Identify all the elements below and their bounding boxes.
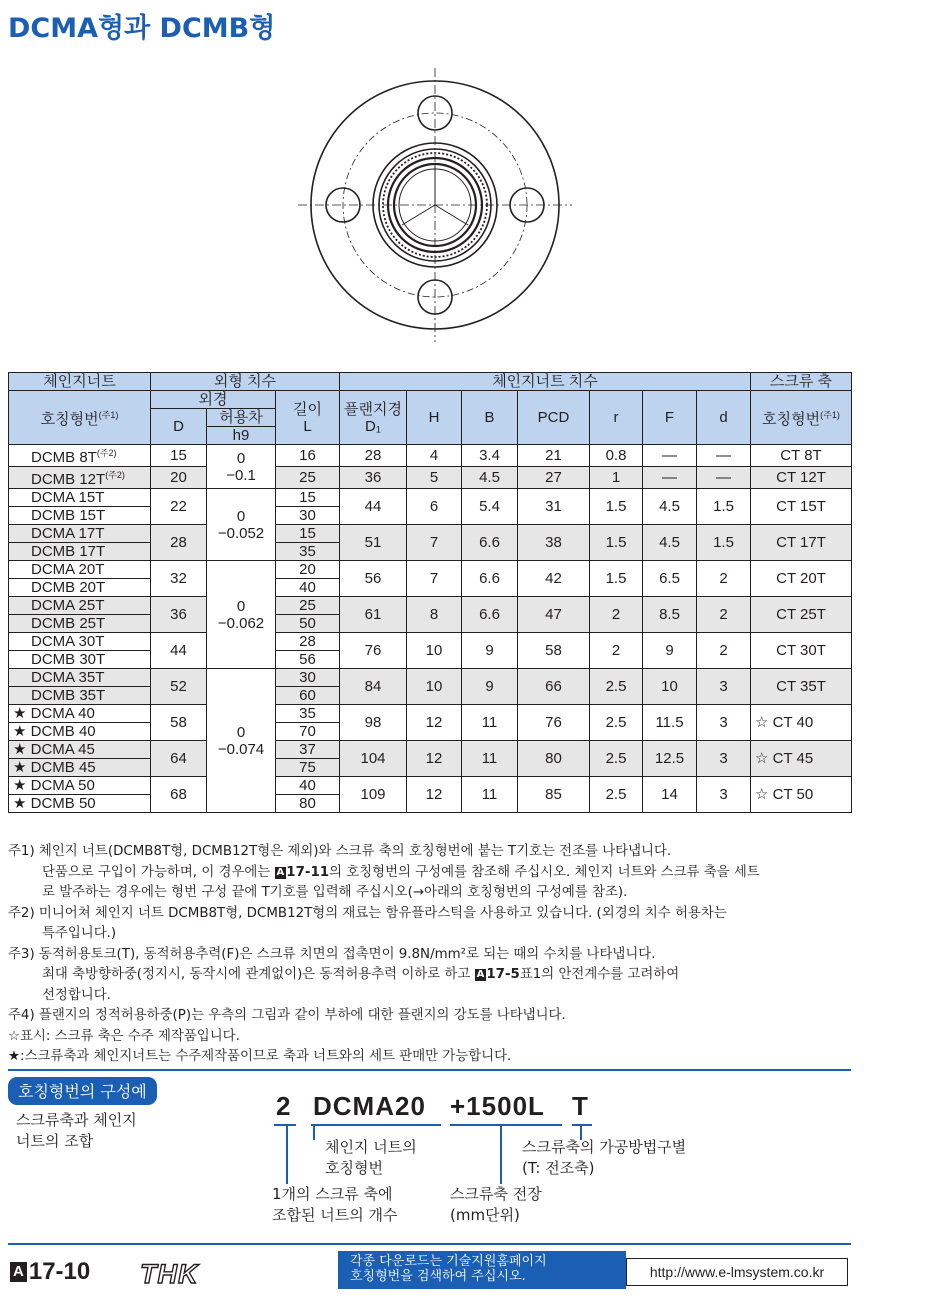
shaft-model-cell: ☆ CT 45 [751, 741, 852, 777]
table-row [9, 705, 852, 723]
f-cell: 8.5 [643, 597, 697, 633]
shaft-model-cell: CT 12T [751, 467, 852, 489]
h-cell: 12 [407, 705, 462, 741]
length-cell: 56 [276, 651, 340, 669]
model-cell: DCMB 15T [9, 507, 151, 525]
flange-dia-cell: 104 [340, 741, 407, 777]
d-cell: 2 [697, 561, 751, 597]
length-cell: 37 [276, 741, 340, 759]
arrow-right-icon [600, 1251, 626, 1289]
col-head-D: D [151, 409, 207, 445]
catalog-ref-icon: A [276, 866, 285, 878]
h-cell: 12 [407, 741, 462, 777]
r-cell: 2.5 [590, 669, 643, 705]
page-title: DCMA형과 DCMB형 [8, 13, 276, 44]
b-cell: 6.6 [462, 597, 518, 633]
shaft-model-cell: CT 20T [751, 561, 852, 597]
model-cell: ★ DCMB 40 [9, 723, 151, 741]
label-length: 스크류축 전장 (mm단위) [450, 1185, 542, 1224]
h-cell: 12 [407, 777, 462, 813]
model-cell: DCMA 25T [9, 597, 151, 615]
model-cell: DCMA 35T [9, 669, 151, 687]
shaft-model-cell: CT 35T [751, 669, 852, 705]
section-a-icon: A [10, 1262, 27, 1282]
r-cell: 2.5 [590, 741, 643, 777]
model-cell: ★ DCMB 50 [9, 795, 151, 813]
col-head-flange: 플랜지경 D₁ [340, 391, 407, 445]
model-cell: DCMA 20T [9, 561, 151, 579]
b-cell: 4.5 [462, 467, 518, 489]
r-cell: 1.5 [590, 561, 643, 597]
bracket-t [572, 1124, 592, 1126]
tolerance-cell: 0 −0.074 [207, 669, 276, 813]
r-cell: 1.5 [590, 525, 643, 561]
model-cell: ★ DCMB 45 [9, 759, 151, 777]
pcd-cell: 47 [518, 597, 590, 633]
code-model: DCMA20 [313, 1091, 426, 1121]
model-cell: DCMB 30T [9, 651, 151, 669]
shaft-model-cell: ☆ CT 50 [751, 777, 852, 813]
note-6: ★:스크류축과 체인지너트는 수주제작품이므로 축과 너트와의 세트 판매만 가능합니다. [8, 1049, 512, 1064]
model-cell: DCMA 17T [9, 525, 151, 543]
table-row [9, 445, 852, 467]
h-cell: 4 [407, 445, 462, 467]
col-head-d: d [697, 391, 751, 445]
r-cell: 2 [590, 597, 643, 633]
r-cell: 0.8 [590, 445, 643, 467]
r-cell: 2.5 [590, 705, 643, 741]
length-cell: 35 [276, 543, 340, 561]
col-head-H: H [407, 391, 462, 445]
bracket-qty [274, 1124, 296, 1126]
tolerance-cell: 0 −0.062 [207, 561, 276, 669]
outer-dia-cell: 28 [151, 525, 207, 561]
r-cell: 1.5 [590, 489, 643, 525]
shaft-model-cell: CT 8T [751, 445, 852, 467]
flange-dia-cell: 84 [340, 669, 407, 705]
table-row [9, 669, 852, 687]
outer-dia-cell: 52 [151, 669, 207, 705]
pcd-cell: 80 [518, 741, 590, 777]
flange-front-view-drawing [270, 40, 600, 370]
col-head-nut: 체인지너트 [9, 373, 151, 391]
b-cell: 6.6 [462, 525, 518, 561]
model-cell: ★ DCMA 50 [9, 777, 151, 795]
h-cell: 10 [407, 633, 462, 669]
model-cell: DCMB 17T [9, 543, 151, 561]
catalog-ref-icon: A [476, 969, 485, 980]
length-cell: 35 [276, 705, 340, 723]
col-head-tol: 허용차 [207, 409, 276, 427]
f-cell: 9 [643, 633, 697, 669]
code-qty: 2 [276, 1091, 292, 1121]
col-head-r: r [590, 391, 643, 445]
model-cell: DCMB 25T [9, 615, 151, 633]
d-cell: 2 [697, 633, 751, 669]
note-5: ☆표시: 스크류 축은 수주 제작품입니다. [8, 1028, 240, 1044]
col-head-outer: 외형 치수 [151, 373, 340, 391]
b-cell: 9 [462, 669, 518, 705]
h-cell: 8 [407, 597, 462, 633]
tolerance-cell: 0 −0.052 [207, 489, 276, 561]
h-cell: 6 [407, 489, 462, 525]
bracket-length-stem [500, 1124, 502, 1184]
model-cell: DCMA 30T [9, 633, 151, 651]
r-cell: 2.5 [590, 777, 643, 813]
notes [8, 842, 853, 1068]
note-3: 주3) 동적허용토크(T), 동적허용추력(F)은 스크류 치면의 접촉면이 9.8N/mm²로 되는 때의 수치를 나타냅니다. [8, 946, 656, 962]
table-row [9, 777, 852, 795]
config-title: 호칭형번의 구성예 [8, 1077, 157, 1105]
table-row [9, 467, 852, 489]
pcd-cell: 38 [518, 525, 590, 561]
model-cell: DCMB $12T^{(주2)}$ [9, 467, 151, 489]
config-left-label: 스크류축과 체인지 너트의 조합 [16, 1111, 137, 1150]
length-cell: 25 [276, 597, 340, 615]
flange-dia-cell: 44 [340, 489, 407, 525]
table-row [9, 633, 852, 651]
outer-dia-cell: 64 [151, 741, 207, 777]
pcd-cell: 31 [518, 489, 590, 525]
d-cell: — [697, 445, 751, 467]
model-cell: DCMA 15T [9, 489, 151, 507]
model-cell: DCMB $8T^{(주2)}$ [9, 445, 151, 467]
shaft-model-cell: ☆ CT 40 [751, 705, 852, 741]
d-cell: 1.5 [697, 489, 751, 525]
pcd-cell: 85 [518, 777, 590, 813]
b-cell: 11 [462, 741, 518, 777]
length-cell: 20 [276, 561, 340, 579]
website-link[interactable]: http://www.e-lmsystem.co.kr [626, 1258, 848, 1286]
outer-dia-cell: 20 [151, 467, 207, 489]
shaft-model-cell: CT 25T [751, 597, 852, 633]
outer-dia-cell: 15 [151, 445, 207, 467]
length-cell: 30 [276, 669, 340, 687]
b-cell: 5.4 [462, 489, 518, 525]
length-cell: 30 [276, 507, 340, 525]
h-cell: 10 [407, 669, 462, 705]
length-cell: 70 [276, 723, 340, 741]
outer-dia-cell: 68 [151, 777, 207, 813]
d-cell: 3 [697, 777, 751, 813]
model-cell: ★ DCMA 45 [9, 741, 151, 759]
table-row [9, 561, 852, 579]
page-number: A 17-10 [10, 1258, 90, 1286]
col-head-B: B [462, 391, 518, 445]
label-qty: 1개의 스크류 축에 조합된 너트의 개수 [272, 1185, 398, 1224]
note-1-cont: 단품으로 구입이 가능하며, 이 경우에는 A 17-11의 호칭형번의 구성예를 참조해 주십시오. 체인지 너트와 스크류 축을 세트 [42, 864, 760, 880]
note-2-cont: 특주입니다.) [42, 926, 117, 941]
flange-dia-cell: 76 [340, 633, 407, 669]
length-cell: 25 [276, 467, 340, 489]
pcd-cell: 21 [518, 445, 590, 467]
flange-dia-cell: 56 [340, 561, 407, 597]
note-1: 주1) 체인지 너트(DCMB8T형, DCMB12T형은 제외)와 스크류 축의 호칭형번에 붙는 T기호는 전조를 나타냅니다. [8, 844, 672, 859]
table-body [9, 445, 852, 813]
pcd-cell: 66 [518, 669, 590, 705]
col-head-shaft-model: 호칭형번$^{(주1)}$ [751, 391, 852, 445]
pcd-cell: 58 [518, 633, 590, 669]
d-cell: 2 [697, 597, 751, 633]
shaft-model-cell: CT 17T [751, 525, 852, 561]
model-cell: ★ DCMA 40 [9, 705, 151, 723]
shaft-model-cell: CT 15T [751, 489, 852, 525]
note-4: 주4) 플랜지의 정적허용하중(P)는 우측의 그림과 같이 부하에 대한 플랜지의 강도를 나타냅니다. [8, 1008, 566, 1023]
b-cell: 9 [462, 633, 518, 669]
label-process: 스크류축의 가공방법구별 (T: 전조축) [522, 1138, 687, 1177]
f-cell: — [643, 467, 697, 489]
h-cell: 7 [407, 561, 462, 597]
f-cell: 6.5 [643, 561, 697, 597]
table-row [9, 741, 852, 759]
f-cell: 4.5 [643, 489, 697, 525]
b-cell: 11 [462, 777, 518, 813]
col-head-h9: h9 [207, 427, 276, 445]
bracket-length [450, 1124, 562, 1126]
h-cell: 5 [407, 467, 462, 489]
label-model: 체인지 너트의 호칭형번 [325, 1138, 417, 1177]
col-head-length: 길이 L [276, 391, 340, 445]
tolerance-cell: 0 −0.1 [207, 445, 276, 489]
flange-dia-cell: 109 [340, 777, 407, 813]
f-cell: 14 [643, 777, 697, 813]
b-cell: 11 [462, 705, 518, 741]
h-cell: 7 [407, 525, 462, 561]
f-cell: 12.5 [643, 741, 697, 777]
note-1-cont2: 로 발주하는 경우에는 형번 구성 끝에 T기호를 입력해 주십시오(→아래의 호칭형번의 구성예를 참조). [42, 885, 628, 900]
outer-dia-cell: 36 [151, 597, 207, 633]
length-cell: 50 [276, 615, 340, 633]
length-cell: 28 [276, 633, 340, 651]
footer-divider [8, 1243, 851, 1245]
f-cell: 4.5 [643, 525, 697, 561]
outer-dia-cell: 58 [151, 705, 207, 741]
d-cell: 3 [697, 705, 751, 741]
col-head-PCD: PCD [518, 391, 590, 445]
flange-dia-cell: 28 [340, 445, 407, 467]
f-cell: 10 [643, 669, 697, 705]
note-3-cont: 최대 축방향하중(정지시, 동작시에 관계없이)은 동적허용추력 이하로 하고 A 17-5표1의 안전계수를 고려하여 [42, 967, 680, 982]
code-length: +1500L [450, 1091, 545, 1121]
download-banner: 각종 다운로드는 기술지원홈페이지 호칭형번을 검색하여 주십시오. [338, 1251, 626, 1289]
d-cell: 3 [697, 741, 751, 777]
col-head-screw: 스크류 축 [751, 373, 852, 391]
col-head-outer-dia: 외경 [151, 391, 276, 409]
flange-dia-cell: 61 [340, 597, 407, 633]
length-cell: 40 [276, 579, 340, 597]
code-t: T [572, 1091, 589, 1121]
flange-dia-cell: 36 [340, 467, 407, 489]
table-row [9, 489, 852, 507]
b-cell: 3.4 [462, 445, 518, 467]
col-head-model: 호칭형번$^{(주1)}$ [9, 391, 151, 445]
bracket-model [311, 1124, 441, 1126]
flange-dia-cell: 51 [340, 525, 407, 561]
dimension-table [8, 372, 852, 813]
d-cell: — [697, 467, 751, 489]
thk-logo: THK [140, 1259, 199, 1289]
pcd-cell: 27 [518, 467, 590, 489]
f-cell: 11.5 [643, 705, 697, 741]
d-cell: 1.5 [697, 525, 751, 561]
bracket-qty-stem [286, 1124, 288, 1184]
length-cell: 16 [276, 445, 340, 467]
shaft-model-cell: CT 30T [751, 633, 852, 669]
table-row [9, 597, 852, 615]
model-cell: DCMB 20T [9, 579, 151, 597]
length-cell: 60 [276, 687, 340, 705]
d-cell: 3 [697, 669, 751, 705]
pcd-cell: 76 [518, 705, 590, 741]
note-2: 주2) 미니어쳐 체인지 너트 DCMB8T형, DCMB12T형의 재료는 함유플라스틱을 사용하고 있습니다. (외경의 치수 허용차는 [8, 905, 727, 921]
outer-dia-cell: 22 [151, 489, 207, 525]
col-head-nut-dims: 체인지너트 치수 [340, 373, 751, 391]
section-divider [8, 1069, 851, 1071]
outer-dia-cell: 44 [151, 633, 207, 669]
length-cell: 80 [276, 795, 340, 813]
b-cell: 6.6 [462, 561, 518, 597]
table-row [9, 525, 852, 543]
outer-dia-cell: 32 [151, 561, 207, 597]
note-3-cont2: 선정합니다. [42, 987, 111, 1003]
r-cell: 2 [590, 633, 643, 669]
pcd-cell: 42 [518, 561, 590, 597]
bracket-model-stem [313, 1124, 315, 1140]
length-cell: 15 [276, 489, 340, 507]
length-cell: 15 [276, 525, 340, 543]
length-cell: 75 [276, 759, 340, 777]
model-cell: DCMB 35T [9, 687, 151, 705]
col-head-F: F [643, 391, 697, 445]
flange-dia-cell: 98 [340, 705, 407, 741]
length-cell: 40 [276, 777, 340, 795]
r-cell: 1 [590, 467, 643, 489]
f-cell: — [643, 445, 697, 467]
